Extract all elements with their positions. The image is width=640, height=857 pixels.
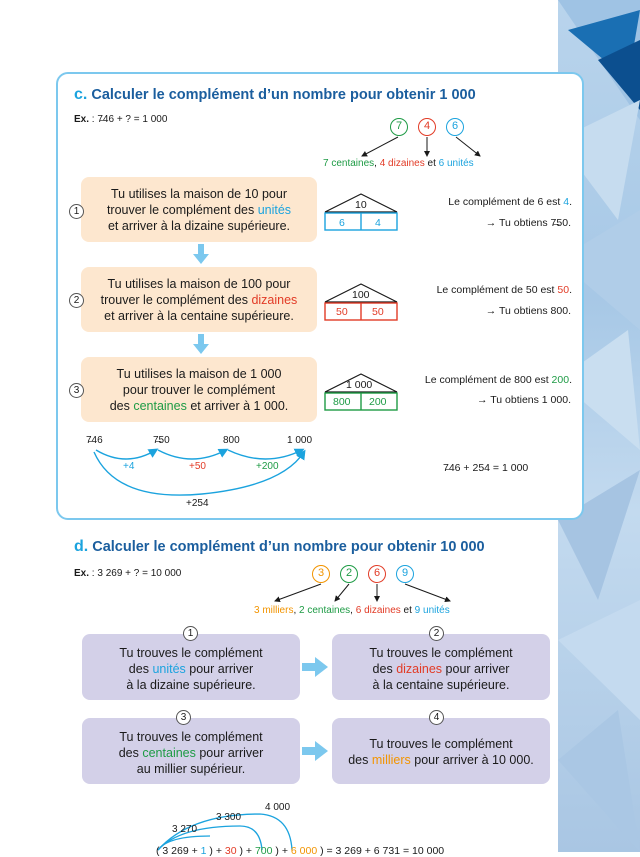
eq-part: ) = 3 269 + 6 731 = 10 000 bbox=[317, 845, 445, 857]
total-jump-label: +254 bbox=[186, 498, 209, 509]
step-2-result: → Tu obtiens 800. bbox=[485, 305, 571, 317]
step-1-box bbox=[81, 177, 317, 242]
decomp-sep: , bbox=[350, 605, 356, 616]
step-text: à la centaine supérieure. bbox=[372, 678, 510, 692]
step-d4-box bbox=[332, 718, 550, 784]
example-expression: : 7̶46 + ? = 1 000 bbox=[89, 114, 168, 125]
step-text-part: des bbox=[348, 753, 372, 767]
step-text bbox=[81, 292, 317, 308]
decomp-tens: 6 dizaines bbox=[355, 605, 401, 616]
numberline-point: 1 000 bbox=[287, 435, 313, 446]
step-text bbox=[82, 745, 300, 761]
digit-tens-circle: 4 bbox=[418, 118, 436, 136]
eq-thousands: 6 000 bbox=[290, 845, 318, 857]
decomp-units: 9 unités bbox=[414, 605, 450, 616]
step-number-3: 3 bbox=[69, 383, 84, 398]
step-text: pour trouver le complément bbox=[122, 383, 276, 397]
step-text-part: pour arriver bbox=[442, 662, 510, 676]
step-text: Tu trouves le complément bbox=[119, 730, 263, 744]
decomp-sep: , bbox=[374, 158, 380, 169]
digit-hundreds-circle: 2 bbox=[340, 565, 358, 583]
step-highlight: centaines bbox=[133, 399, 187, 413]
step-highlight: centaines bbox=[142, 746, 196, 760]
numberline-point: 7̶46 bbox=[86, 435, 103, 446]
step-text: Tu trouves le complément bbox=[369, 737, 513, 751]
partial-value: 3 300 bbox=[216, 812, 242, 823]
step-text: et arriver à la centaine supérieure. bbox=[104, 309, 294, 323]
step-2-note bbox=[437, 284, 572, 296]
note-text: . bbox=[569, 284, 572, 296]
decomp-hundreds: 7 centaines bbox=[323, 158, 375, 169]
section-d-title bbox=[74, 538, 485, 556]
decomposition-text bbox=[323, 158, 474, 169]
decomp-sep: , bbox=[293, 605, 300, 616]
step-d1-box bbox=[82, 634, 300, 700]
house-left-value: 6 bbox=[339, 217, 345, 229]
section-title-text: Calculer le complément d’un nombre pour obtenir 1 000 bbox=[91, 87, 476, 103]
down-arrow-icon bbox=[193, 244, 209, 266]
partial-value: 4 000 bbox=[265, 802, 291, 813]
step-highlight: dizaines bbox=[251, 293, 298, 307]
step-text-part: des bbox=[372, 662, 397, 676]
digit-thousands-circle: 3 bbox=[312, 565, 330, 583]
step-text: Tu trouves le complément bbox=[369, 646, 513, 660]
jump-label: +4 bbox=[123, 461, 135, 472]
house-top-value: 10 bbox=[355, 199, 367, 211]
step-text-part: pour arriver bbox=[185, 662, 254, 676]
example-line bbox=[74, 568, 181, 579]
step-text: Tu utilises la maison de 100 pour bbox=[107, 277, 291, 291]
jump-label: +200 bbox=[256, 461, 279, 472]
digit-units-circle: 9 bbox=[396, 565, 414, 583]
down-arrow-icon bbox=[193, 334, 209, 356]
step-d2-box bbox=[332, 634, 550, 700]
decomp-thousands: 3 milliers bbox=[254, 605, 294, 616]
eq-units: 1 bbox=[200, 845, 207, 857]
house-of-100 bbox=[323, 282, 399, 322]
decomp-sep: et bbox=[424, 158, 439, 169]
step-number-1: 1 bbox=[183, 626, 198, 641]
step-3-result: → Tu obtiens 1 000. bbox=[477, 394, 571, 406]
step-number-2: 2 bbox=[429, 626, 444, 641]
step-text-part: trouver le complément des bbox=[100, 293, 252, 307]
decomposition-arrows bbox=[250, 581, 490, 605]
note-highlight: 4 bbox=[563, 196, 570, 208]
right-arrow-icon bbox=[302, 741, 328, 761]
note-text: . bbox=[569, 374, 572, 386]
step-highlight: unités bbox=[152, 662, 186, 676]
section-letter: d. bbox=[74, 538, 89, 555]
step-number-3: 3 bbox=[176, 710, 191, 725]
step-number-4: 4 bbox=[429, 710, 444, 725]
final-equation: 7̶46 + 254 = 1 000 bbox=[443, 462, 529, 474]
eq-part: ( 3 269 + bbox=[156, 845, 201, 857]
step-highlight: dizaines bbox=[396, 662, 443, 676]
bottom-equation bbox=[156, 845, 444, 857]
step-number-2: 2 bbox=[69, 293, 84, 308]
note-text: . bbox=[569, 196, 572, 208]
note-text: Le complément de 6 est bbox=[448, 196, 564, 208]
jump-arrows bbox=[86, 446, 326, 502]
house-top-value: 1 000 bbox=[346, 379, 373, 391]
eq-tens: 30 bbox=[224, 845, 237, 857]
house-right-value: 200 bbox=[369, 396, 387, 408]
decomp-units: 6 unités bbox=[438, 158, 474, 169]
digit-units-circle: 6 bbox=[446, 118, 464, 136]
step-text bbox=[332, 752, 550, 768]
step-highlight: milliers bbox=[371, 753, 411, 767]
numberline-point: 7̶50 bbox=[153, 435, 170, 446]
step-text bbox=[81, 202, 317, 218]
house-right-value: 4 bbox=[375, 217, 381, 229]
example-label: Ex. bbox=[74, 114, 90, 125]
note-text: Le complément de 50 est bbox=[436, 284, 558, 296]
step-text-part: trouver le complément des bbox=[106, 203, 258, 217]
jump-label: +50 bbox=[189, 461, 206, 472]
step-text bbox=[81, 398, 317, 414]
step-text: à la dizaine supérieure. bbox=[126, 678, 256, 692]
step-highlight: unités bbox=[257, 203, 292, 217]
decomp-tens: 4 dizaines bbox=[379, 158, 425, 169]
note-highlight: 200 bbox=[551, 374, 570, 386]
step-text bbox=[332, 661, 550, 677]
step-text: Tu utilises la maison de 1 000 bbox=[116, 367, 282, 381]
note-text: Le complément de 800 est bbox=[424, 374, 552, 386]
example-label: Ex. bbox=[74, 568, 90, 579]
step-text: et arriver à la dizaine supérieure. bbox=[107, 219, 291, 233]
house-right-value: 50 bbox=[372, 306, 384, 318]
step-text: Tu utilises la maison de 10 pour bbox=[110, 187, 288, 201]
house-top-value: 100 bbox=[352, 289, 370, 301]
eq-hundreds: 700 bbox=[254, 845, 273, 857]
digit-tens-circle: 6 bbox=[368, 565, 386, 583]
section-c-title bbox=[74, 86, 476, 104]
house-of-10 bbox=[323, 192, 399, 232]
step-text-part: pour arriver bbox=[195, 746, 264, 760]
step-2-box bbox=[81, 267, 317, 332]
step-d3-box bbox=[82, 718, 300, 784]
step-text: Tu trouves le complément bbox=[119, 646, 263, 660]
step-1-note bbox=[448, 196, 572, 208]
right-arrow-icon bbox=[302, 657, 328, 677]
decomposition-text bbox=[254, 605, 450, 616]
partial-value: 3 270 bbox=[172, 824, 198, 835]
step-text-part: des bbox=[128, 662, 153, 676]
step-number-1: 1 bbox=[69, 204, 84, 219]
note-highlight: 50 bbox=[557, 284, 570, 296]
eq-part: ) + bbox=[206, 845, 225, 857]
eq-part: ) + bbox=[272, 845, 291, 857]
numberline-point: 800 bbox=[223, 435, 240, 446]
step-1-result: → Tu obtiens 7̶50. bbox=[485, 217, 571, 229]
step-text bbox=[82, 661, 300, 677]
example-expression: : 3 269 + ? = 10 000 bbox=[89, 568, 182, 579]
step-text: au millier supérieur. bbox=[136, 762, 246, 776]
decomp-hundreds: 2 centaines bbox=[299, 605, 351, 616]
house-left-value: 800 bbox=[333, 396, 351, 408]
step-3-box bbox=[81, 357, 317, 422]
step-text-part: des bbox=[109, 399, 134, 413]
decomp-sep: et bbox=[400, 605, 415, 616]
step-text-part: des bbox=[118, 746, 143, 760]
digit-hundreds-circle: 7 bbox=[390, 118, 408, 136]
eq-part: ) + bbox=[236, 845, 255, 857]
house-left-value: 50 bbox=[336, 306, 348, 318]
section-letter: c. bbox=[74, 86, 88, 103]
decomposition-arrows bbox=[320, 134, 510, 160]
section-title-text: Calculer le complément d’un nombre pour obtenir 10 000 bbox=[92, 539, 485, 555]
step-3-note bbox=[425, 374, 572, 386]
step-text-part: et arriver à 1 000. bbox=[186, 399, 289, 413]
step-text-part: pour arriver à 10 000. bbox=[410, 753, 534, 767]
example-line bbox=[74, 114, 167, 125]
